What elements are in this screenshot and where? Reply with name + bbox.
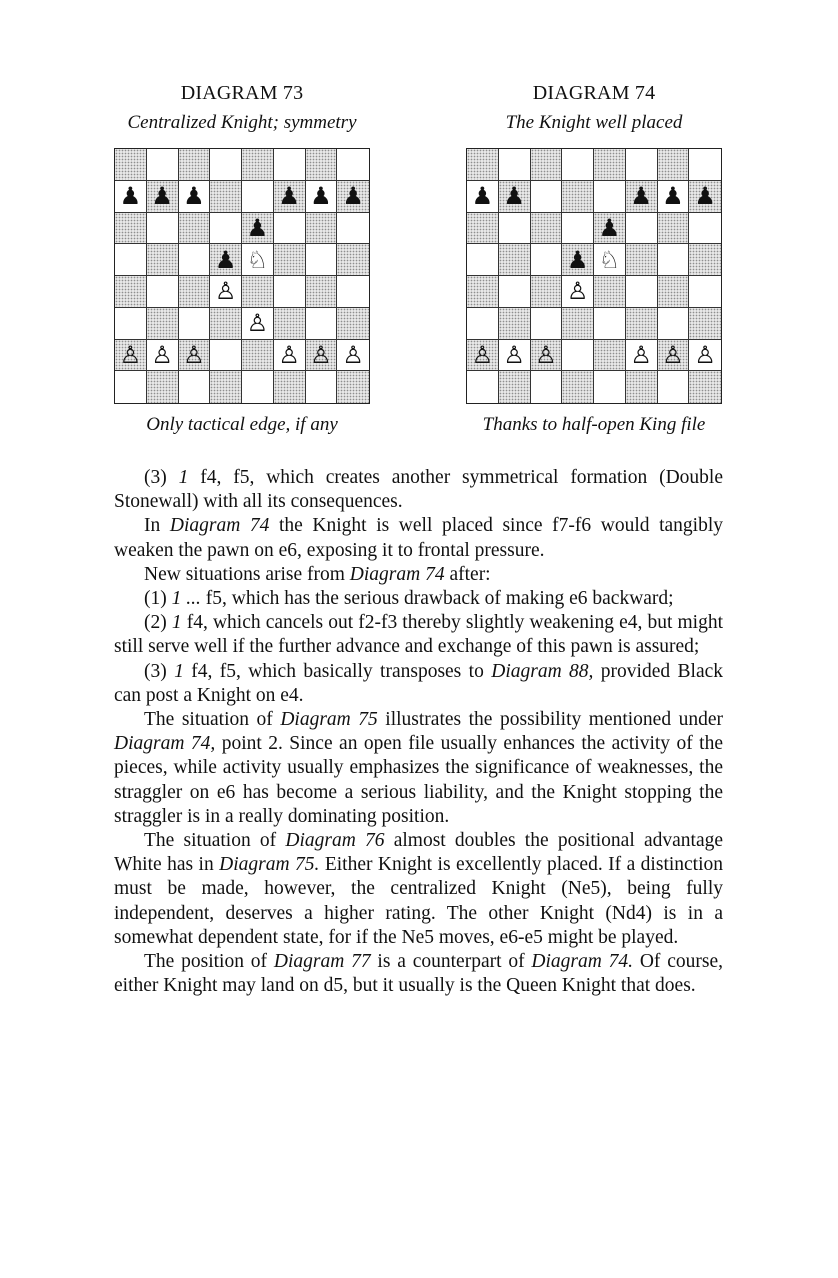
white-pawn-icon: ♙ <box>151 340 173 369</box>
board-square <box>115 149 147 181</box>
black-pawn-icon: ♟ <box>694 182 716 211</box>
board-square <box>467 213 499 245</box>
board-square <box>499 276 531 308</box>
board-square <box>274 340 306 372</box>
diagram-caption: Only tactical edge, if any <box>146 414 338 435</box>
board-square <box>689 371 721 403</box>
black-pawn-icon: ♟ <box>151 182 173 211</box>
board-square <box>531 213 563 245</box>
board-square <box>658 213 690 245</box>
board-square <box>115 276 147 308</box>
board-square <box>179 340 211 372</box>
board-square <box>562 181 594 213</box>
black-pawn-icon: ♟ <box>183 182 205 211</box>
board-square <box>626 340 658 372</box>
board-square <box>274 213 306 245</box>
board-square <box>689 276 721 308</box>
black-pawn-icon: ♟ <box>214 245 237 274</box>
chess-board <box>114 148 370 404</box>
board-square <box>306 149 338 181</box>
board-square <box>210 149 242 181</box>
board-square <box>689 213 721 245</box>
board-square <box>337 276 369 308</box>
board-square <box>467 149 499 181</box>
board-square <box>306 276 338 308</box>
black-pawn-icon: ♟ <box>503 182 525 211</box>
board-square <box>626 149 658 181</box>
board-square <box>531 149 563 181</box>
board-square <box>306 371 338 403</box>
board-square <box>179 149 211 181</box>
black-pawn-icon: ♟ <box>566 245 589 274</box>
black-pawn-icon: ♟ <box>310 182 332 211</box>
black-pawn-icon: ♟ <box>246 213 269 242</box>
board-square <box>689 308 721 340</box>
board-square <box>115 340 147 372</box>
board-square <box>562 340 594 372</box>
board-square <box>337 371 369 403</box>
board-square <box>467 308 499 340</box>
white-pawn-icon: ♙ <box>503 340 525 369</box>
white-pawn-icon: ♙ <box>471 340 494 369</box>
board-square <box>594 213 626 245</box>
board-square <box>467 340 499 372</box>
board-square <box>179 371 211 403</box>
black-pawn-icon: ♟ <box>342 182 364 211</box>
white-pawn-icon: ♙ <box>119 340 142 369</box>
board-square <box>274 308 306 340</box>
board-square <box>242 276 274 308</box>
board-square <box>242 149 274 181</box>
board-square <box>147 340 179 372</box>
board-square <box>658 276 690 308</box>
board-square <box>499 181 531 213</box>
paragraph: The situation of Diagram 75 illustrates the possibility mentioned under Diagram 74, point 2. Since an open file usually enhances the activity of the pieces, while activity usually emphasizes the significance of weaknesses, the straggler on e6 has become a serious liability, and the Knight stopping the straggler is in a really dominating position. <box>114 709 724 827</box>
board-square <box>337 244 369 276</box>
board-square <box>147 213 179 245</box>
board-square <box>626 308 658 340</box>
paragraph: (2) 1 f4, which cancels out f2-f3 thereby slightly weakening e4, but might still serve well if the further advance and exchange of this pawn is assured; <box>114 612 723 658</box>
board-square <box>689 181 721 213</box>
board-square <box>115 244 147 276</box>
black-pawn-icon: ♟ <box>662 182 684 211</box>
black-pawn-icon: ♟ <box>630 182 652 211</box>
board-square <box>531 276 563 308</box>
board-square <box>562 149 594 181</box>
board-square <box>626 276 658 308</box>
black-pawn-icon: ♟ <box>119 182 142 211</box>
board-square <box>594 340 626 372</box>
board-square <box>242 213 274 245</box>
board-square <box>147 308 179 340</box>
chess-board <box>466 148 722 404</box>
board-square <box>531 371 563 403</box>
white-pawn-icon: ♙ <box>694 340 716 369</box>
body-text <box>114 466 723 998</box>
diagram-subtitle: Centralized Knight; symmetry <box>127 112 357 133</box>
board-square <box>626 181 658 213</box>
board-square <box>467 244 499 276</box>
board-square <box>337 181 369 213</box>
board-square <box>210 244 242 276</box>
board-square <box>242 371 274 403</box>
board-square <box>147 149 179 181</box>
diagram-subtitle: The Knight well placed <box>505 112 683 133</box>
paragraph: In Diagram 74 the Knight is well placed since f7-f6 would tangibly weaken the pawn on e6, exposing it to frontal pressure. <box>114 515 723 561</box>
board-square <box>242 340 274 372</box>
board-square <box>689 149 721 181</box>
board-square <box>562 244 594 276</box>
board-square <box>658 371 690 403</box>
board-square <box>147 244 179 276</box>
board-square <box>242 181 274 213</box>
diagram-caption: Thanks to half-open King file <box>482 414 706 435</box>
board-square <box>531 308 563 340</box>
board-square <box>499 244 531 276</box>
white-pawn-icon: ♙ <box>566 277 589 306</box>
diagram-title: DIAGRAM 74 <box>532 82 656 104</box>
board-square <box>179 308 211 340</box>
board-square <box>499 149 531 181</box>
white-pawn-icon: ♙ <box>342 340 364 369</box>
board-square <box>658 244 690 276</box>
board-square <box>594 276 626 308</box>
board-square <box>337 340 369 372</box>
board-square <box>337 308 369 340</box>
diagram-73 <box>114 80 370 438</box>
board-square <box>115 181 147 213</box>
board-square <box>210 213 242 245</box>
diagram-title: DIAGRAM 73 <box>180 82 304 104</box>
board-square <box>531 244 563 276</box>
board-square <box>594 149 626 181</box>
black-pawn-icon: ♟ <box>598 213 621 242</box>
board-square <box>210 308 242 340</box>
board-square <box>658 181 690 213</box>
board-square <box>115 308 147 340</box>
board-square <box>306 340 338 372</box>
board-square <box>499 340 531 372</box>
white-pawn-icon: ♙ <box>535 340 557 369</box>
board-square <box>147 371 179 403</box>
board-square <box>562 276 594 308</box>
black-pawn-icon: ♟ <box>278 182 300 211</box>
board-square <box>689 244 721 276</box>
board-square <box>274 371 306 403</box>
board-square <box>210 371 242 403</box>
board-square <box>531 340 563 372</box>
diagram-74 <box>466 80 722 438</box>
board-square <box>306 213 338 245</box>
board-square <box>594 371 626 403</box>
board-square <box>274 149 306 181</box>
board-square <box>147 276 179 308</box>
paragraph: (3) 1 f4, f5, which basically transposes to Diagram 88, provided Black can post a Knight on e4. <box>114 660 724 706</box>
white-knight-icon: ♘ <box>246 245 269 274</box>
board-square <box>274 244 306 276</box>
board-square <box>658 308 690 340</box>
board-square <box>626 213 658 245</box>
paragraph: The position of Diagram 77 is a counterpart of Diagram 74. Of course, either Knight may land on d5, but it usually is the Queen Knight that does. <box>114 951 724 997</box>
board-square <box>562 213 594 245</box>
board-square <box>499 308 531 340</box>
board-square <box>658 340 690 372</box>
board-square <box>242 308 274 340</box>
white-pawn-icon: ♙ <box>183 340 205 369</box>
board-square <box>242 244 274 276</box>
board-square <box>210 340 242 372</box>
board-square <box>306 244 338 276</box>
board-square <box>594 244 626 276</box>
paragraph: New situations arise from Diagram 74 after: <box>144 563 491 585</box>
board-square <box>467 181 499 213</box>
board-square <box>594 181 626 213</box>
board-square <box>337 213 369 245</box>
board-square <box>626 244 658 276</box>
board-square <box>531 181 563 213</box>
paragraph: The situation of Diagram 76 almost doubles the positional advantage White has in Diagram 75. Either Knight is excellently placed. If a distinction must be made, however, the centralized Knight (Ne5), being fully independent, deserves a higher rating. The other Knight (Nd4) is in a somewhat dependent state, for if the Ne5 moves, e6-e5 might be played. <box>114 830 724 948</box>
board-square <box>658 149 690 181</box>
board-square <box>147 181 179 213</box>
board-square <box>594 308 626 340</box>
board-square <box>274 181 306 213</box>
white-pawn-icon: ♙ <box>278 340 300 369</box>
board-square <box>467 276 499 308</box>
board-square <box>115 371 147 403</box>
black-pawn-icon: ♟ <box>471 182 494 211</box>
board-square <box>306 181 338 213</box>
board-square <box>562 308 594 340</box>
board-square <box>179 213 211 245</box>
board-square <box>115 213 147 245</box>
board-square <box>499 213 531 245</box>
board-square <box>179 244 211 276</box>
paragraph: (1) 1 ... f5, which has the serious drawback of making e6 backward; <box>144 588 674 610</box>
white-pawn-icon: ♙ <box>630 340 652 369</box>
board-square <box>274 276 306 308</box>
board-square <box>626 371 658 403</box>
board-square <box>499 371 531 403</box>
board-square <box>179 276 211 308</box>
board-square <box>562 371 594 403</box>
board-square <box>210 181 242 213</box>
white-pawn-icon: ♙ <box>246 309 269 338</box>
board-square <box>337 149 369 181</box>
board-square <box>179 181 211 213</box>
board-square <box>306 308 338 340</box>
board-square <box>210 276 242 308</box>
white-pawn-icon: ♙ <box>662 340 684 369</box>
board-square <box>467 371 499 403</box>
white-knight-icon: ♘ <box>598 245 621 274</box>
white-pawn-icon: ♙ <box>214 277 237 306</box>
paragraph: (3) 1 f4, f5, which creates another symmetrical formation (Double Stonewall) with all its consequences. <box>114 467 723 513</box>
white-pawn-icon: ♙ <box>310 340 332 369</box>
board-square <box>689 340 721 372</box>
